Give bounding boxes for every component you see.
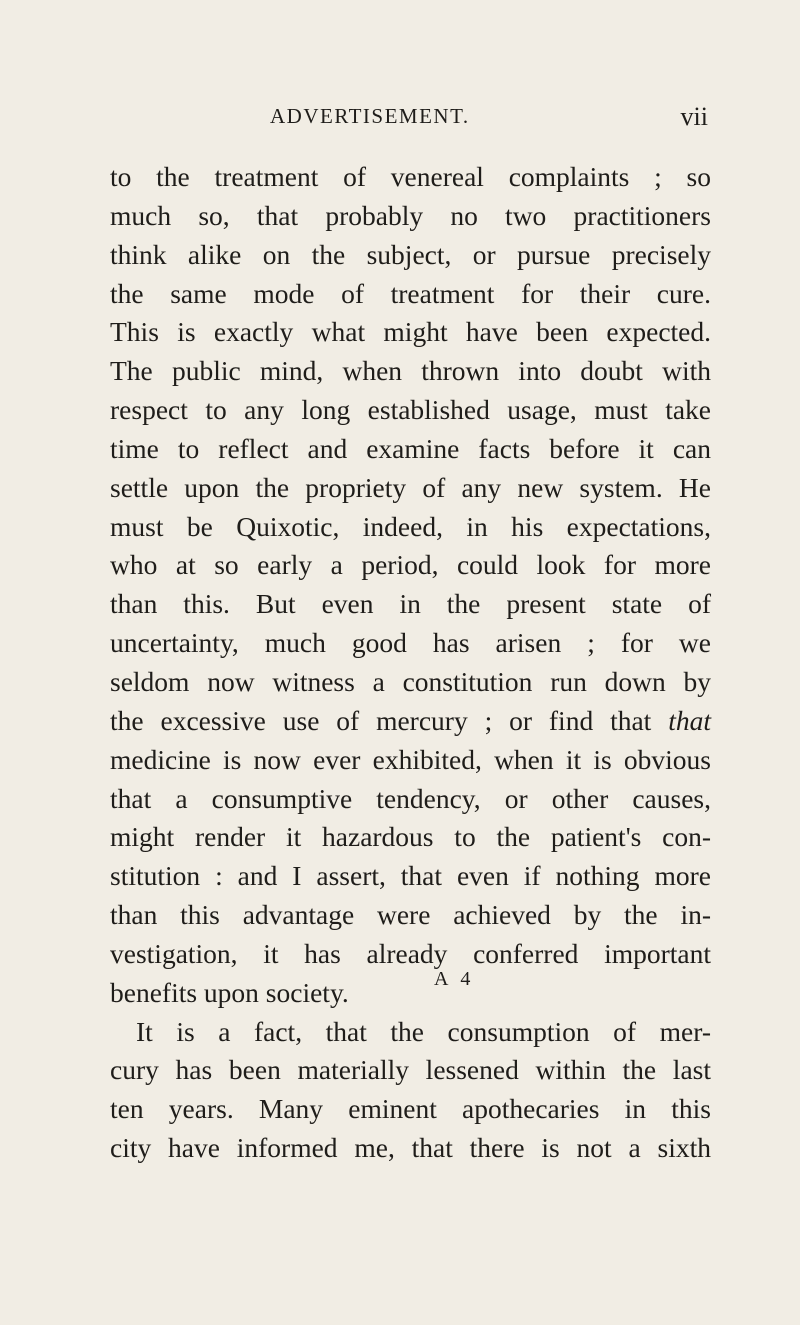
text-line: vestigation, it has already conferred important — [110, 937, 711, 969]
text-line: benefits upon society. — [110, 976, 349, 1008]
text-line — [110, 702, 711, 741]
text-line: the same mode of treatment for their cure. — [110, 277, 711, 309]
text-line: might render it hazardous to the patient's con- — [110, 821, 711, 853]
text-line: medicine is now ever exhibited, when it is obvious — [110, 743, 711, 775]
text-line: who at so early a period, could look for more — [110, 549, 711, 581]
text-line: uncertainty, much good has arisen ; for we — [110, 627, 711, 659]
text-line: The public mind, when thrown into doubt with — [110, 355, 711, 387]
text-segment: the excessive use of mercury ; or find that — [110, 704, 669, 736]
text-line: seldom now witness a constitution run down by — [110, 665, 711, 697]
text-line: settle upon the propriety of any new system. He — [110, 471, 711, 503]
text-line: than this advantage were achieved by the in- — [110, 899, 711, 931]
text-line: It is a fact, that the consumption of mer- — [136, 1015, 711, 1047]
page-number: vii — [680, 102, 708, 131]
text-line: than this. But even in the present state of — [110, 588, 711, 620]
running-head — [112, 104, 708, 134]
text-line: that a consumptive tendency, or other causes, — [110, 782, 711, 814]
text-line: city have informed me, that there is not a sixth — [110, 1132, 711, 1164]
body-text — [110, 158, 711, 1168]
text-line: This is exactly what might have been expected. — [110, 316, 711, 348]
text-line: much so, that probably no two practitioners — [110, 199, 711, 231]
text-line: stitution : and I assert, that even if nothing more — [110, 860, 711, 892]
text-line: to the treatment of venereal complaints ; so — [110, 161, 711, 192]
italic-word: that — [668, 704, 711, 736]
text-line: cury has been materially lessened within the last — [110, 1054, 711, 1086]
signature-mark: A 4 — [434, 968, 475, 990]
header-title: ADVERTISEMENT. — [270, 104, 470, 128]
text-line: time to reflect and examine facts before it can — [110, 432, 711, 464]
text-line: ten years. Many eminent apothecaries in this — [110, 1093, 711, 1125]
text-line: think alike on the subject, or pursue precisely — [110, 238, 711, 270]
text-line: respect to any long established usage, must take — [110, 394, 711, 426]
text-line: must be Quixotic, indeed, in his expectations, — [110, 510, 711, 542]
